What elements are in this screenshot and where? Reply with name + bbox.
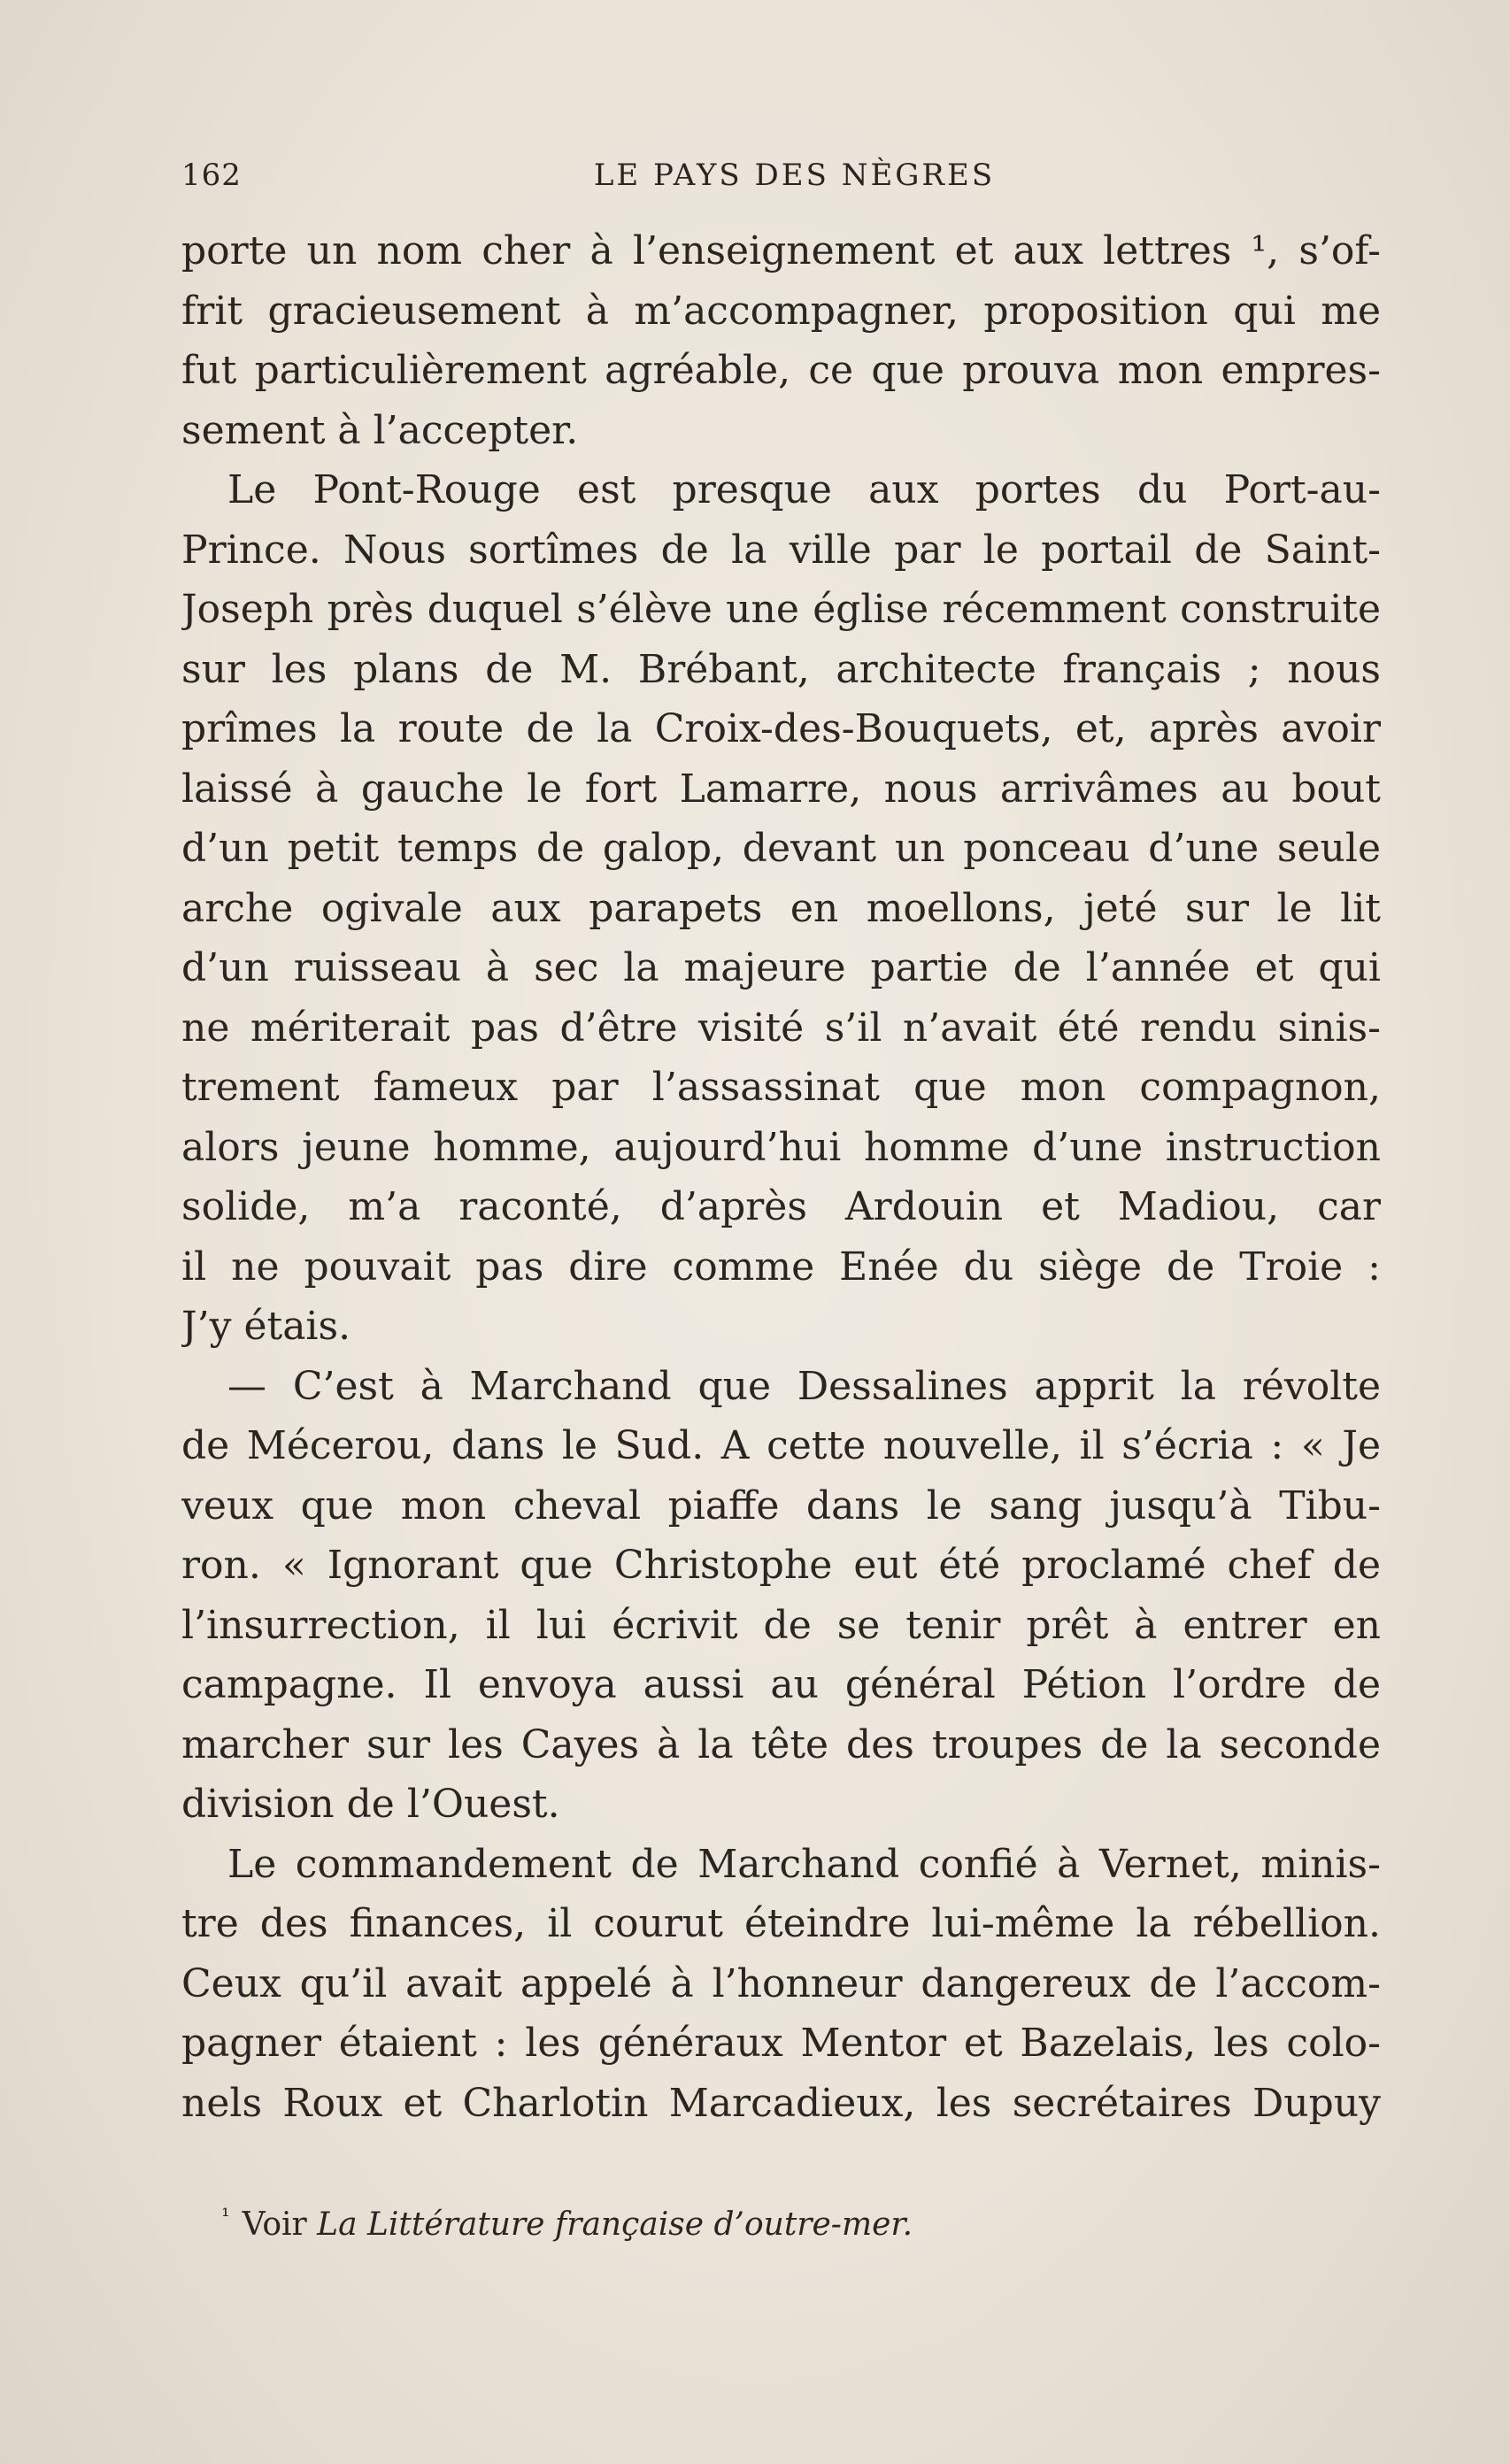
text-line: nels Roux et Charlotin Marcadieux, les secrétaires Dupuy (181, 2080, 1381, 2126)
footnote (221, 2204, 1372, 2243)
text-line: il ne pouvait pas dire comme Enée du siège de Troie : (181, 1244, 1381, 1290)
text-line: trement fameux par l’assassinat que mon compagnon, (181, 1065, 1381, 1110)
text-line: porte un nom cher à l’enseignement et aux lettres ¹, s’of- (181, 228, 1381, 273)
text-line: sement à l’accepter. (181, 407, 579, 453)
text-line: J’y étais. (181, 1304, 351, 1349)
text-line: prîmes la route de la Croix-des-Bouquets, et, après avoir (181, 706, 1381, 751)
running-title: LE PAYS DES NÈGRES (593, 158, 996, 193)
text-line: ne mériterait pas d’être visité s’il n’avait été rendu sinis- (181, 1005, 1381, 1051)
text-line: Ceux qu’il avait appelé à l’honneur dangereux de l’accom- (181, 1960, 1381, 2006)
text-line: Prince. Nous sortîmes de la ville par le portail de Saint- (181, 527, 1381, 573)
text-line: de Mécerou, dans le Sud. A cette nouvelle, il s’écria : « Je (181, 1423, 1381, 1468)
text-line: veux que mon cheval piaffe dans le sang jusqu’à Tibu- (181, 1482, 1381, 1528)
text-line: Le Pont-Rouge est presque aux portes du Port-au- (227, 467, 1381, 512)
text-line: laissé à gauche le fort Lamarre, nous arrivâmes au bout (181, 766, 1381, 812)
text-line: arche ogivale aux parapets en moellons, jeté sur le lit (181, 885, 1381, 931)
text-line: pagner étaient : les généraux Mentor et Bazelais, les colo- (181, 2021, 1381, 2066)
text-line: d’un ruisseau à sec la majeure partie de l’année et qui (181, 945, 1381, 990)
text-line: solide, m’a raconté, d’après Ardouin et Madiou, car (181, 1184, 1381, 1229)
page-header (181, 158, 1381, 202)
text-line: tre des finances, il courut éteindre lui-même la rébellion. (181, 1901, 1381, 1946)
footnote-marker: ¹ (221, 2204, 230, 2229)
text-line: — C’est à Marchand que Dessalines apprit la révolte (227, 1363, 1381, 1409)
text-line: frit gracieusement à m’accompagner, proposition qui me (181, 288, 1381, 334)
text-line: Joseph près duquel s’élève une église récemment construite (181, 587, 1381, 632)
text-line: division de l’Ouest. (181, 1782, 560, 1827)
text-line: campagne. Il envoya aussi au général Pétion l’ordre de (181, 1662, 1381, 1707)
text-line: fut particulièrement agréable, ce que prouva mon empres- (181, 348, 1381, 393)
footnote-title: La Littérature française d’outre-mer. (317, 2206, 913, 2243)
text-line: Le commandement de Marchand confié à Vernet, minis- (227, 1841, 1381, 1887)
footnote-prefix: Voir (242, 2206, 307, 2243)
body-text (181, 221, 1381, 2133)
text-line: d’un petit temps de galop, devant un ponceau d’une seule (181, 826, 1381, 871)
text-line: sur les plans de M. Brébant, architecte français ; nous (181, 646, 1381, 692)
page-number: 162 (181, 158, 242, 193)
text-line: l’insurrection, il lui écrivit de se tenir prêt à entrer en (181, 1602, 1381, 1648)
text-line: marcher sur les Cayes à la tête des troupes de la seconde (181, 1721, 1381, 1767)
text-line: ron. « Ignorant que Christophe eut été proclamé chef de (181, 1543, 1381, 1588)
text-line: alors jeune homme, aujourd’hui homme d’une instruction (181, 1124, 1381, 1170)
